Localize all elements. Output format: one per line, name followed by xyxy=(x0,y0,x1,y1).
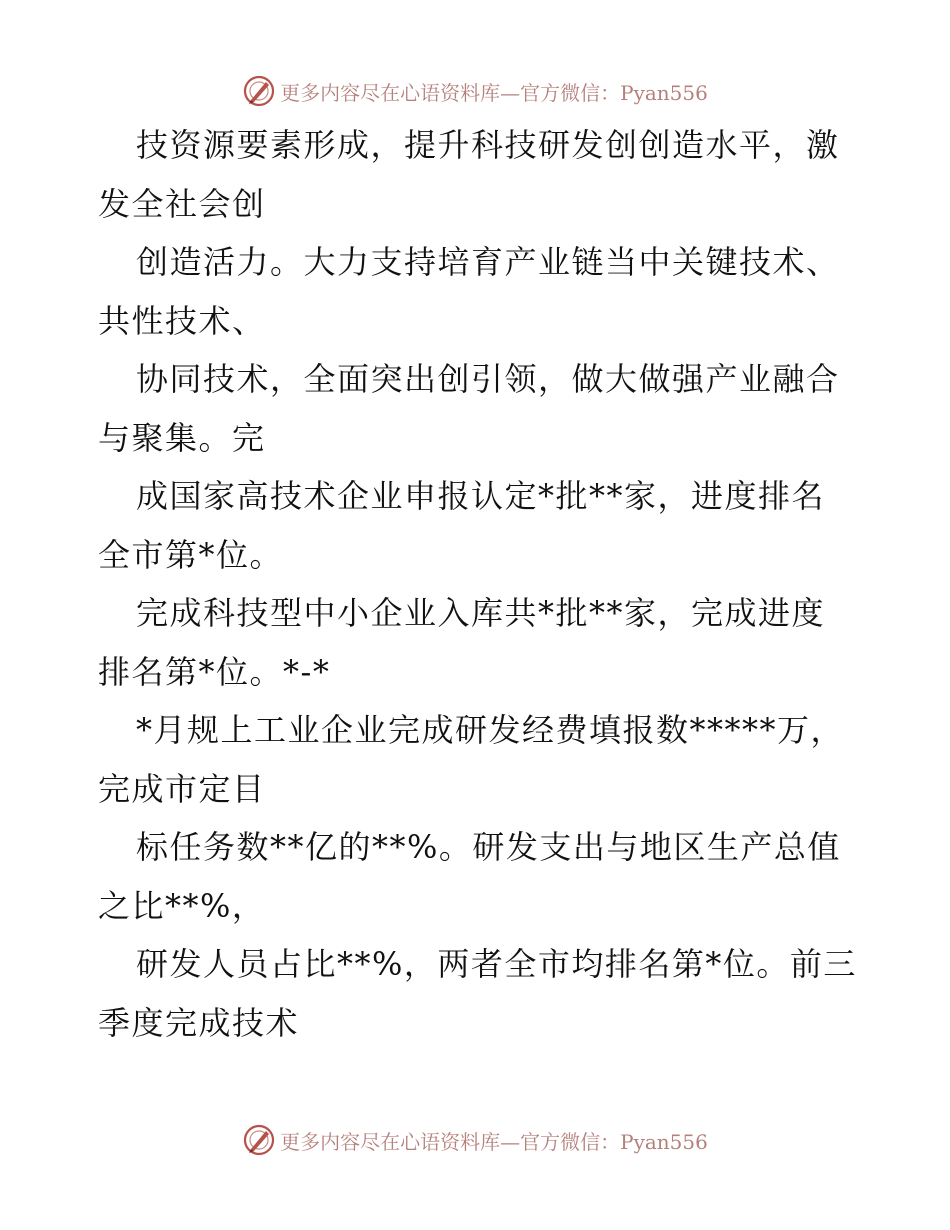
text-line: *月规上工业企业完成研发经费填报数*****万， xyxy=(136,711,845,749)
paragraph xyxy=(98,701,858,818)
text-line: 排名第*位。*-* xyxy=(98,652,331,691)
text-line: 完成市定目 xyxy=(98,769,266,808)
paragraph xyxy=(98,467,858,584)
watermark-text: 更多内容尽在心语资料库—官方微信：Pyan556 xyxy=(280,80,708,105)
text-line: 标任务数**亿的**%。研发支出与地区生产总值 xyxy=(136,828,841,866)
header-watermark xyxy=(0,71,950,111)
text-line: 成国家高技术企业申报认定*批**家，进度排名 xyxy=(136,477,826,515)
watermark-text: 更多内容尽在心语资料库—官方微信：Pyan556 xyxy=(280,1129,708,1154)
text-line: 季度完成技术 xyxy=(98,1003,300,1042)
text-line: 技资源要素形成，提升科技研发创创造水平，激 xyxy=(136,126,840,164)
pen-logo-icon xyxy=(242,1123,276,1157)
text-line: 与聚集。完 xyxy=(98,418,266,457)
text-line: 共性技术、 xyxy=(98,301,266,340)
text-line: 协同技术，全面突出创引领，做大做强产业融合 xyxy=(136,360,840,398)
text-line: 全市第*位。 xyxy=(98,535,284,574)
pen-logo-icon xyxy=(242,74,276,108)
text-line: 发全社会创 xyxy=(98,184,266,223)
paragraph xyxy=(98,935,858,1052)
paragraph xyxy=(98,233,858,350)
text-line: 完成科技型中小企业入库共*批**家，完成进度 xyxy=(136,594,826,632)
paragraph xyxy=(98,350,858,467)
text-line: 研发人员占比**%，两者全市均排名第*位。前三 xyxy=(136,945,857,983)
text-line: 之比**%， xyxy=(98,886,266,925)
text-line: 创造活力。大力支持培育产业链当中关键技术、 xyxy=(136,243,840,281)
paragraph xyxy=(98,584,858,701)
paragraph xyxy=(98,818,858,935)
body-text xyxy=(98,116,858,1052)
paragraph xyxy=(98,116,858,233)
footer-watermark xyxy=(0,1120,950,1160)
